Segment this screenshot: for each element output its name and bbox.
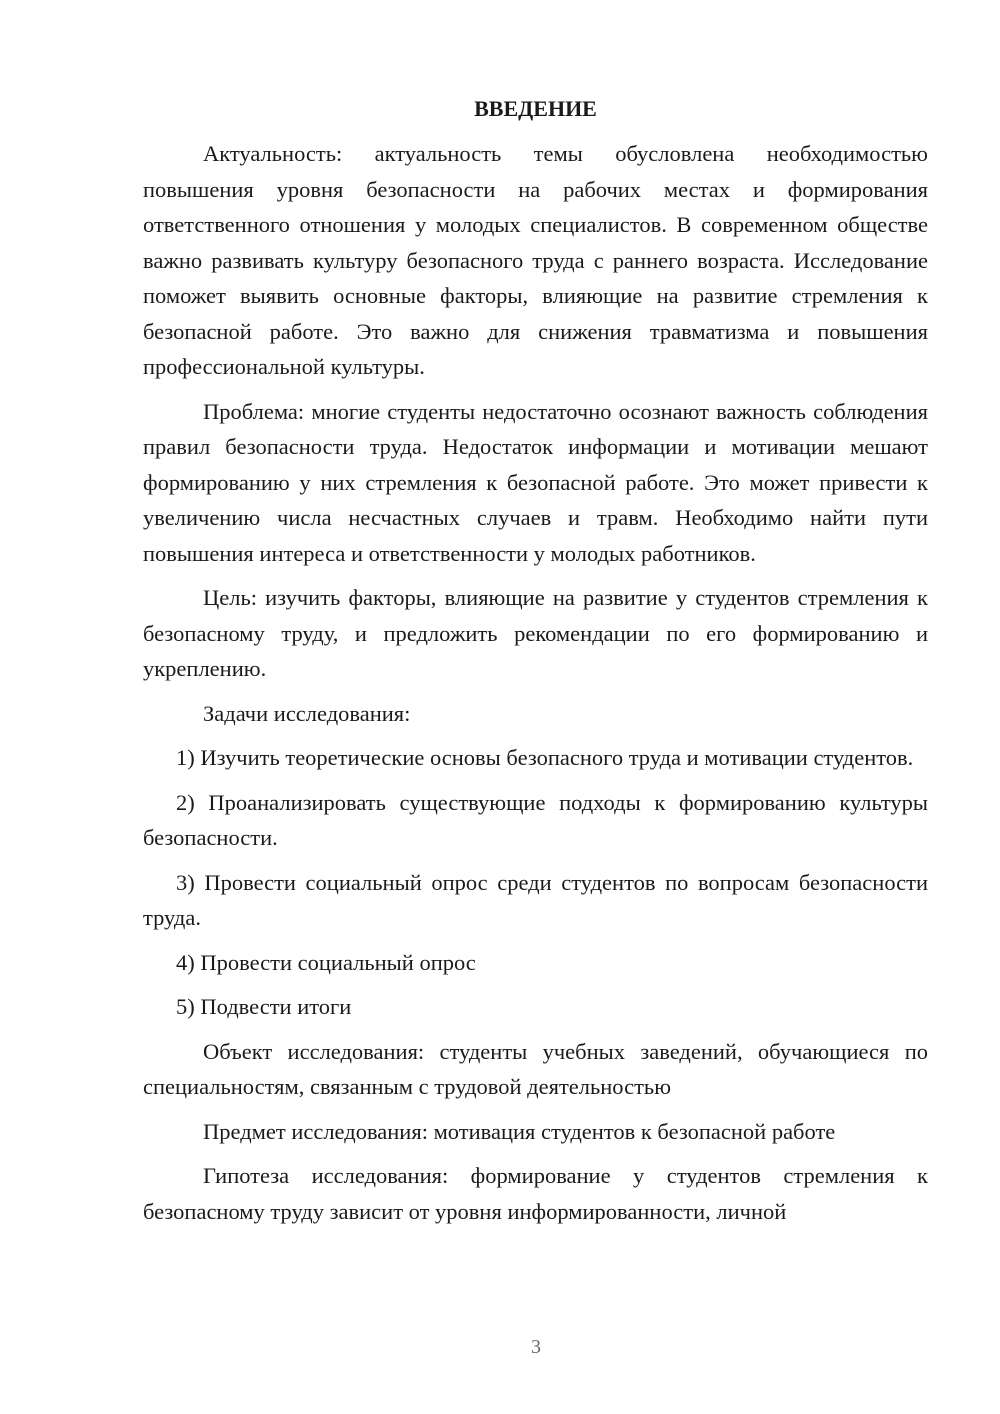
task-item: 2) Проанализировать существующие подходы к формированию культуры безопасности. [143,789,928,850]
section-heading: ВВЕДЕНИЕ [474,96,597,121]
page-number: 3 [531,1336,541,1358]
problem-paragraph: Проблема: многие студенты недостаточно осознают важность соблюдения правил безопасности труда. Недостаток информации и мотивации мешают формированию у них стремления к безопасной работе. Это может привести к увеличению числа несчастных случаев и травм. Необходимо найти пути повышения интереса и ответственности у молодых работников. [143,398,928,566]
task-item: 3) Провести социальный опрос среди студентов по вопросам безопасности труда. [143,869,928,930]
tasks-title: Задачи исследования: [203,700,411,726]
task-item: 1) Изучить теоретические основы безопасного труда и мотивации студентов. [176,745,914,770]
task-item: 5) Подвести итоги [176,994,352,1019]
relevance-paragraph: Актуальность: актуальность темы обусловлена необходимостью повышения уровня безопасности на рабочих местах и формирования ответственного отношения у молодых специалистов. В современном обществе важно развивать культуру безопасного труда с раннего возраста. Исследование поможет выявить основные факторы, влияющие на развитие стремления к безопасной работе. Это важно для снижения травматизма и повышения профессиональной культуры. [143,141,928,379]
page-content [143,94,928,1238]
task-item: 4) Провести социальный опрос [176,949,476,975]
goal-paragraph: Цель: изучить факторы, влияющие на развитие у студентов стремления к безопасному труду, и предложить рекомендации по его формированию и укреплению. [143,585,928,681]
hypothesis-paragraph: Гипотеза исследования: формирование у студентов стремления к безопасному труду зависит от уровня информированности, личной [143,1163,928,1224]
subject-paragraph: Предмет исследования: мотивация студентов к безопасной работе [203,1118,836,1144]
object-paragraph: Объект исследования: студенты учебных заведений, обучающиеся по специальностям, связанным с трудовой деятельностью [143,1038,928,1099]
